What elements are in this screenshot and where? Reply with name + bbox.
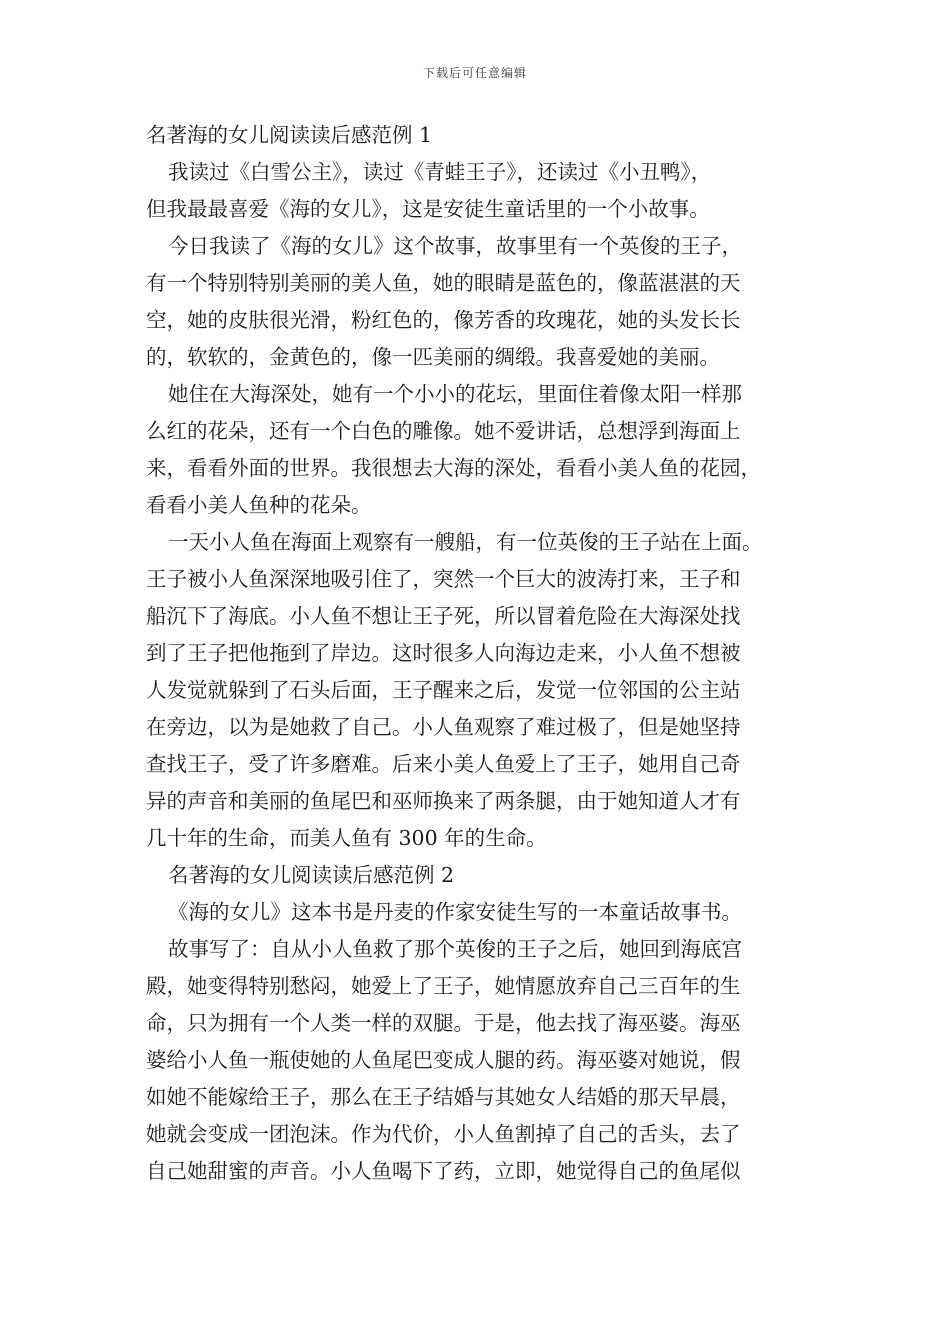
paragraph-line: 船沉下了海底。小人鱼不想让王子死，所以冒着危险在大海深处找 <box>146 604 741 628</box>
section-heading: 名著海的女儿阅读读后感范例 1 <box>146 123 433 147</box>
page-header-note: 下载后可任意编辑 <box>422 66 527 80</box>
paragraph-line: 故事写了：自从小人鱼救了那个英俊的王子之后，她回到海底宫 <box>168 937 742 961</box>
paragraph-line: 《海的女儿》这本书是丹麦的作家安徒生写的一本童话故事书。 <box>168 900 742 924</box>
paragraph-line: 今日我读了《海的女儿》这个故事，故事里有一个英俊的王子， <box>168 234 742 258</box>
paragraph-line: 我读过《白雪公主》，读过《青蛙王子》，还读过《小丑鸭》， <box>168 160 712 184</box>
paragraph-line: 几十年的生命，而美人鱼有 300 年的生命。 <box>146 826 547 850</box>
paragraph-line: 看看小美人鱼种的花朵。 <box>146 493 372 517</box>
paragraph-line: 王子被小人鱼深深地吸引住了，突然一个巨大的波涛打来，王子和 <box>146 567 741 591</box>
paragraph-line: 自己她甜蜜的声音。小人鱼喝下了药，立即，她觉得自己的鱼尾似 <box>146 1159 741 1183</box>
paragraph-line: 在旁边，以为是她救了自己。小人鱼观察了难过极了，但是她坚持 <box>146 715 741 739</box>
paragraph-line: 她住在大海深处，她有一个小小的花坛，里面住着像太阳一样那 <box>168 382 742 406</box>
paragraph-line: 的，软软的，金黄色的，像一匹美丽的绸缎。我喜爱她的美丽。 <box>146 345 720 369</box>
paragraph-line: 她就会变成一团泡沫。作为代价，小人鱼割掉了自己的舌头，去了 <box>146 1122 741 1146</box>
paragraph-line: 命，只为拥有一个人类一样的双腿。于是，他去找了海巫婆。海巫 <box>146 1011 741 1035</box>
paragraph-line: 来，看看外面的世界。我很想去大海的深处，看看小美人鱼的花园， <box>146 456 761 480</box>
paragraph-line: 空，她的皮肤很光滑，粉红色的，像芳香的玫瑰花，她的头发长长 <box>146 308 741 332</box>
paragraph-line: 一天小人鱼在海面上观察有一艘船，有一位英俊的王子站在上面。 <box>168 530 763 554</box>
paragraph-line: 么红的花朵，还有一个白色的雕像。她不爱讲话，总想浮到海面上 <box>146 419 741 443</box>
paragraph-line: 异的声音和美丽的鱼尾巴和巫师换来了两条腿，由于她知道人才有 <box>146 789 741 813</box>
paragraph-line: 查找王子，受了许多磨难。后来小美人鱼爱上了王子，她用自己奇 <box>146 752 741 776</box>
paragraph-line: 人发觉就躲到了石头后面，王子醒来之后，发觉一位邻国的公主站 <box>146 678 741 702</box>
paragraph-line: 到了王子把他拖到了岸边。这时很多人向海边走来，小人鱼不想被 <box>146 641 741 665</box>
paragraph-line: 婆给小人鱼一瓶使她的人鱼尾巴变成人腿的药。海巫婆对她说，假 <box>146 1048 741 1072</box>
document-body <box>146 117 811 1190</box>
paragraph-line: 殿，她变得特别愁闷，她爱上了王子，她情愿放弃自己三百年的生 <box>146 974 741 998</box>
paragraph-line: 但我最最喜爱《海的女儿》，这是安徒生童话里的一个小故事。 <box>146 197 710 221</box>
section-heading: 名著海的女儿阅读读后感范例 2 <box>168 863 455 887</box>
paragraph-line: 有一个特别特别美丽的美人鱼，她的眼睛是蓝色的，像蓝湛湛的天 <box>146 271 741 295</box>
paragraph-line: 如她不能嫁给王子，那么在王子结婚与其她女人结婚的那天早晨， <box>146 1085 741 1109</box>
